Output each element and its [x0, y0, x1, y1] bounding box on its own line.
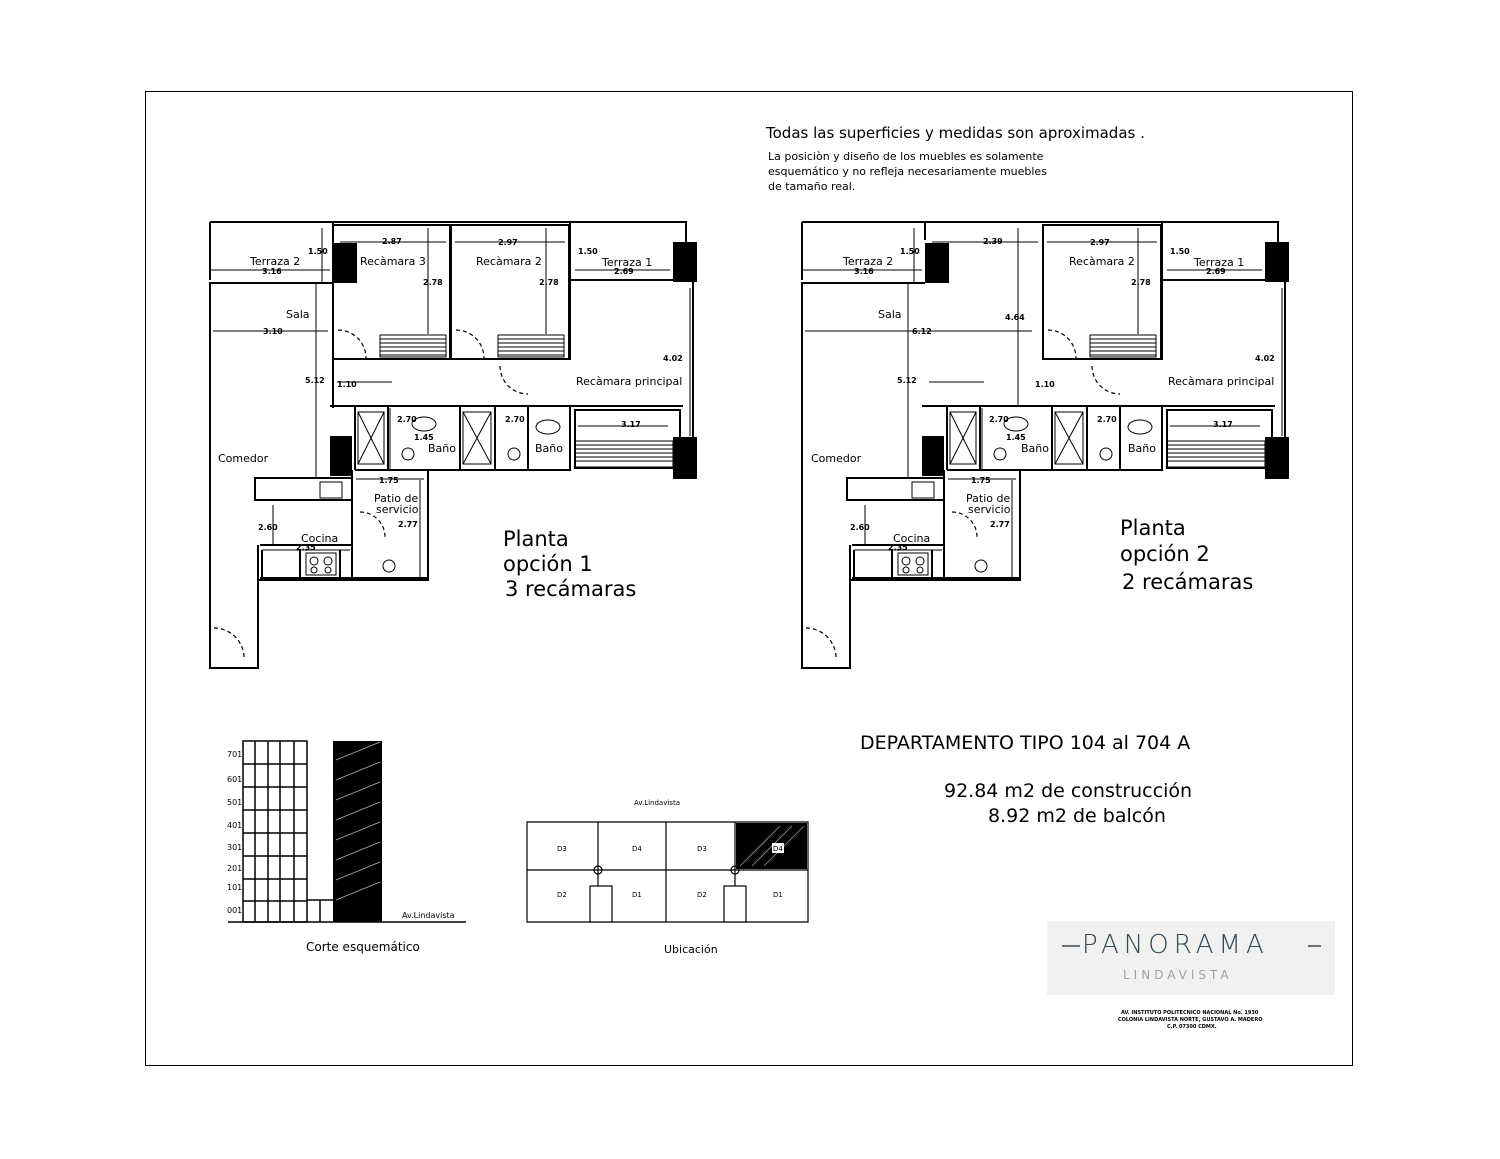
notes-line-2: esquemático y no refleja necesariamente muebles — [768, 165, 1047, 178]
plan2-dim-2-39: 2.39 — [983, 237, 1003, 246]
location-unit-top-1: D3 — [557, 845, 567, 853]
plan2-room-terraza-1: Terraza 1 — [1194, 256, 1245, 269]
plan2-room-bano-a: Baño — [1021, 442, 1049, 455]
plan2-dim-2-35: 2.35 — [888, 543, 908, 552]
section-floor-501: 501 — [227, 798, 243, 807]
plan1-room-cocina: Cocina — [301, 532, 339, 545]
plan2-dim-3-16: 3.16 — [854, 267, 874, 276]
brand-name: PANORAMA — [1082, 930, 1269, 960]
balcony-area: 8.92 m2 de balcón — [988, 805, 1166, 827]
brand-address-3: C.P. 07300 CDMX. — [1167, 1024, 1217, 1030]
section-floor-201: 201 — [227, 864, 243, 873]
location-unit-bottom-3: D2 — [697, 891, 707, 899]
plan1-dim-2-77: 2.77 — [398, 520, 418, 529]
location-unit-bottom-2: D1 — [632, 891, 642, 899]
plan2-dim-2-77: 2.77 — [990, 520, 1010, 529]
notes-main: Todas las superficies y medidas son aproximadas . — [766, 124, 1145, 142]
plan1-room-terraza-2: Terraza 2 — [250, 255, 301, 268]
section-floor-401: 401 — [227, 821, 243, 830]
plan1-dim-3-17: 3.17 — [621, 420, 641, 429]
plan2-room-bano-b: Baño — [1128, 442, 1156, 455]
brand-sub: LINDAVISTA — [1123, 968, 1233, 982]
plan1-dim-4-02: 4.02 — [663, 354, 683, 363]
plan1-dim-2-70b: 2.70 — [505, 415, 525, 424]
section-floor-001: 001 — [227, 906, 243, 915]
plan1-dim-1-45: 1.45 — [414, 433, 434, 442]
plan2-room-recamara-2: Recàmara 2 — [1069, 255, 1135, 268]
plan2-dim-5-12: 5.12 — [897, 376, 917, 385]
plan1-dim-3-10: 3.10 — [263, 327, 283, 336]
plan2-dim-2-78: 2.78 — [1131, 278, 1151, 287]
plan1-dim-5-12: 5.12 — [305, 376, 325, 385]
construction-area: 92.84 m2 de construcción — [944, 780, 1193, 802]
plan1-dim-1-10: 1.10 — [337, 380, 357, 389]
location-street-label: Av.Lindavista — [634, 799, 680, 807]
plan1-room-patio-2: servicio — [376, 503, 419, 516]
plan1-title-line-3: 3 recámaras — [505, 577, 637, 601]
section-caption: Corte esquemático — [306, 940, 420, 954]
plan1-dim-1-50a: 1.50 — [308, 247, 328, 256]
plan1-room-comedor: Comedor — [218, 452, 269, 465]
plan2-dim-2-70a: 2.70 — [989, 415, 1009, 424]
plan1-dim-1-75: 1.75 — [379, 476, 399, 485]
plan2-dim-2-70b: 2.70 — [1097, 415, 1117, 424]
location-unit-top-4: D4 — [773, 845, 783, 853]
location-unit-bottom-4: D1 — [773, 891, 783, 899]
section-street-label: Av.Lindavista — [402, 911, 455, 920]
location-unit-bottom-1: D2 — [557, 891, 567, 899]
plan1-dim-2-60: 2.60 — [258, 523, 278, 532]
plan1-room-sala: Sala — [286, 308, 310, 321]
plan2-dim-2-97: 2.97 — [1090, 238, 1110, 247]
plan2-dim-1-75: 1.75 — [971, 476, 991, 485]
plan2-dim-1-45: 1.45 — [1006, 433, 1026, 442]
plan2-dim-4-64: 4.64 — [1005, 313, 1025, 322]
plan2-title-line-2: opción 2 — [1120, 542, 1210, 566]
plan2-room-patio-2: servicio — [968, 503, 1011, 516]
plan2-dim-2-60: 2.60 — [850, 523, 870, 532]
notes-line-1: La posiciòn y diseño de los muebles es solamente — [768, 150, 1044, 163]
plan1-dim-2-78a: 2.78 — [423, 278, 443, 287]
apartment-type: DEPARTAMENTO TIPO 104 al 704 A — [860, 732, 1191, 754]
plan1-room-principal: Recàmara principal — [576, 375, 683, 388]
plan1-dim-2-87: 2.87 — [382, 237, 402, 246]
plan2-dim-6-12: 6.12 — [912, 327, 932, 336]
plan1-title-line-2: opción 1 — [503, 552, 593, 576]
plan1-room-bano-a: Baño — [428, 442, 456, 455]
plan2-dim-3-17: 3.17 — [1213, 420, 1233, 429]
location-unit-top-3: D3 — [697, 845, 707, 853]
plan1-dim-2-69: 2.69 — [614, 267, 634, 276]
plan1-dim-2-78b: 2.78 — [539, 278, 559, 287]
section-floor-101: 101 — [227, 883, 243, 892]
plan1-room-bano-b: Baño — [535, 442, 563, 455]
location-caption: Ubicación — [664, 943, 718, 956]
plan2-room-sala: Sala — [878, 308, 902, 321]
plan2-dim-4-02: 4.02 — [1255, 354, 1275, 363]
location-unit-top-2: D4 — [632, 845, 642, 853]
plan1-dim-2-35: 2.35 — [296, 543, 316, 552]
plan2-room-principal: Recàmara principal — [1168, 375, 1275, 388]
plan1-room-terraza-1: Terraza 1 — [602, 256, 653, 269]
plan1-dim-2-70a: 2.70 — [397, 415, 417, 424]
plan2-room-terraza-2: Terraza 2 — [843, 255, 894, 268]
notes-line-3: de tamaño real. — [768, 180, 856, 193]
plan2-dim-1-10: 1.10 — [1035, 380, 1055, 389]
plan1-dim-1-50b: 1.50 — [578, 247, 598, 256]
plan1-dim-2-97: 2.97 — [498, 238, 518, 247]
plan2-room-patio: Patio de — [966, 492, 1011, 505]
section-floor-601: 601 — [227, 775, 243, 784]
plan1-dim-3-16: 3.16 — [262, 267, 282, 276]
plan1-room-recamara-2: Recàmara 2 — [476, 255, 542, 268]
plan2-dim-1-50a: 1.50 — [900, 247, 920, 256]
plan1-room-patio: Patio de — [374, 492, 419, 505]
brand-address-2: COLONIA LINDAVISTA NORTE, GUSTAVO A. MADERO — [1118, 1017, 1263, 1023]
plan1-room-recamara-3: Recàmara 3 — [360, 255, 426, 268]
plan2-title-line-1: Planta — [1120, 516, 1186, 540]
plan1-title-line-1: Planta — [503, 527, 569, 551]
brand-address-1: AV. INSTITUTO POLITECNICO NACIONAL No. 1930 — [1121, 1010, 1259, 1016]
plan2-dim-2-69: 2.69 — [1206, 267, 1226, 276]
plan2-title-line-3: 2 recámaras — [1122, 570, 1254, 594]
section-floor-701: 701 — [227, 750, 243, 759]
plan2-room-cocina: Cocina — [893, 532, 931, 545]
section-floor-301: 301 — [227, 843, 243, 852]
plan2-room-comedor: Comedor — [811, 452, 862, 465]
plan2-dim-1-50b: 1.50 — [1170, 247, 1190, 256]
